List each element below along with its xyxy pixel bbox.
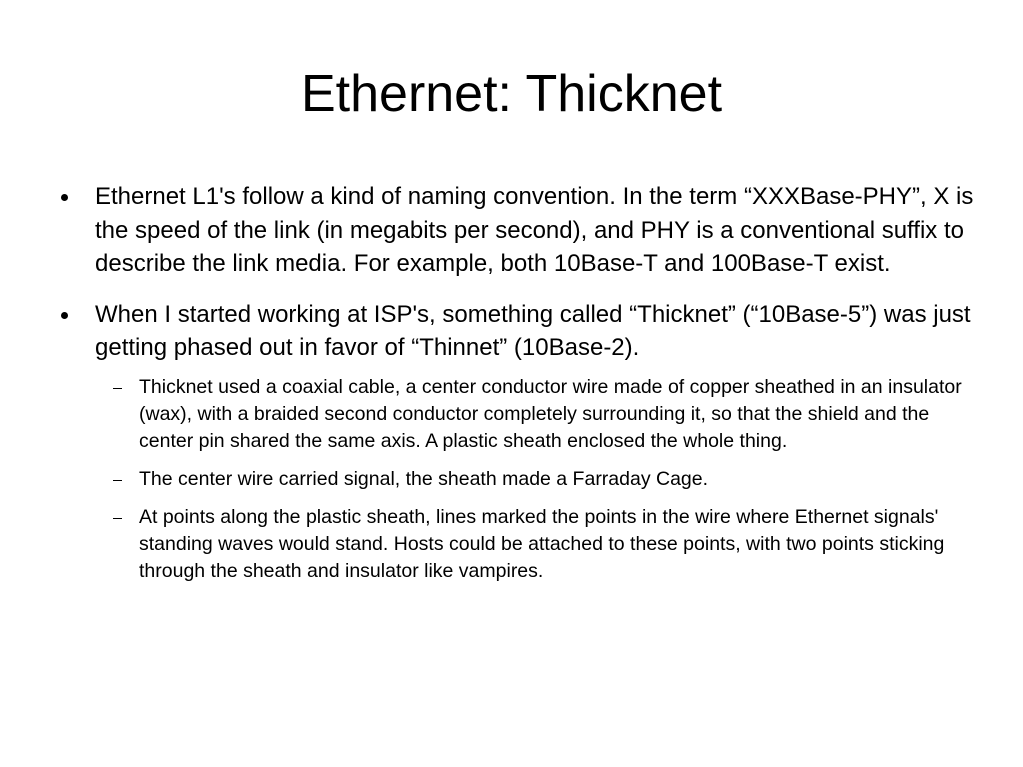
slide-content bbox=[56, 180, 976, 596]
dash-bullet-icon bbox=[113, 480, 122, 481]
bullet-dot-icon bbox=[61, 194, 68, 201]
bullet-item bbox=[56, 298, 976, 365]
bullet-text: Ethernet L1's follow a kind of naming convention. In the term “XXXBase-PHY”, X is the speed of the link (in megabits per second), and PHY is a conventional suffix to describe the link media. For example, both 10Base-T and 100Base-T exist. bbox=[95, 183, 974, 277]
sub-bullet-text: At points along the plastic sheath, lines marked the points in the wire where Ethernet signals' standing waves would stand. Hosts could be attached to these points, with two points sticking through the sheath and insulator like vampires. bbox=[139, 505, 945, 582]
sub-bullet-list bbox=[56, 374, 976, 585]
sub-bullet-item bbox=[56, 374, 979, 455]
sub-bullet-item bbox=[56, 466, 979, 493]
sub-bullet-item bbox=[56, 504, 979, 585]
dash-bullet-icon bbox=[113, 388, 122, 389]
dash-bullet-icon bbox=[113, 518, 122, 519]
bullet-item bbox=[56, 180, 976, 281]
sub-bullet-text: The center wire carried signal, the sheath made a Farraday Cage. bbox=[139, 467, 709, 490]
sub-bullet-text: Thicknet used a coaxial cable, a center conductor wire made of copper sheathed in an insulator (wax), with a braided second conductor completely surrounding it, so that the shield and the center pin shared the same axis. A plastic sheath enclosed the whole thing. bbox=[139, 375, 962, 452]
slide-title: Ethernet: Thicknet bbox=[300, 65, 723, 123]
bullet-dot-icon bbox=[61, 312, 68, 319]
bullet-text: When I started working at ISP's, something called “Thicknet” (“10Base-5”) was just getting phased out in favor of “Thinnet” (10Base-2). bbox=[95, 300, 971, 361]
